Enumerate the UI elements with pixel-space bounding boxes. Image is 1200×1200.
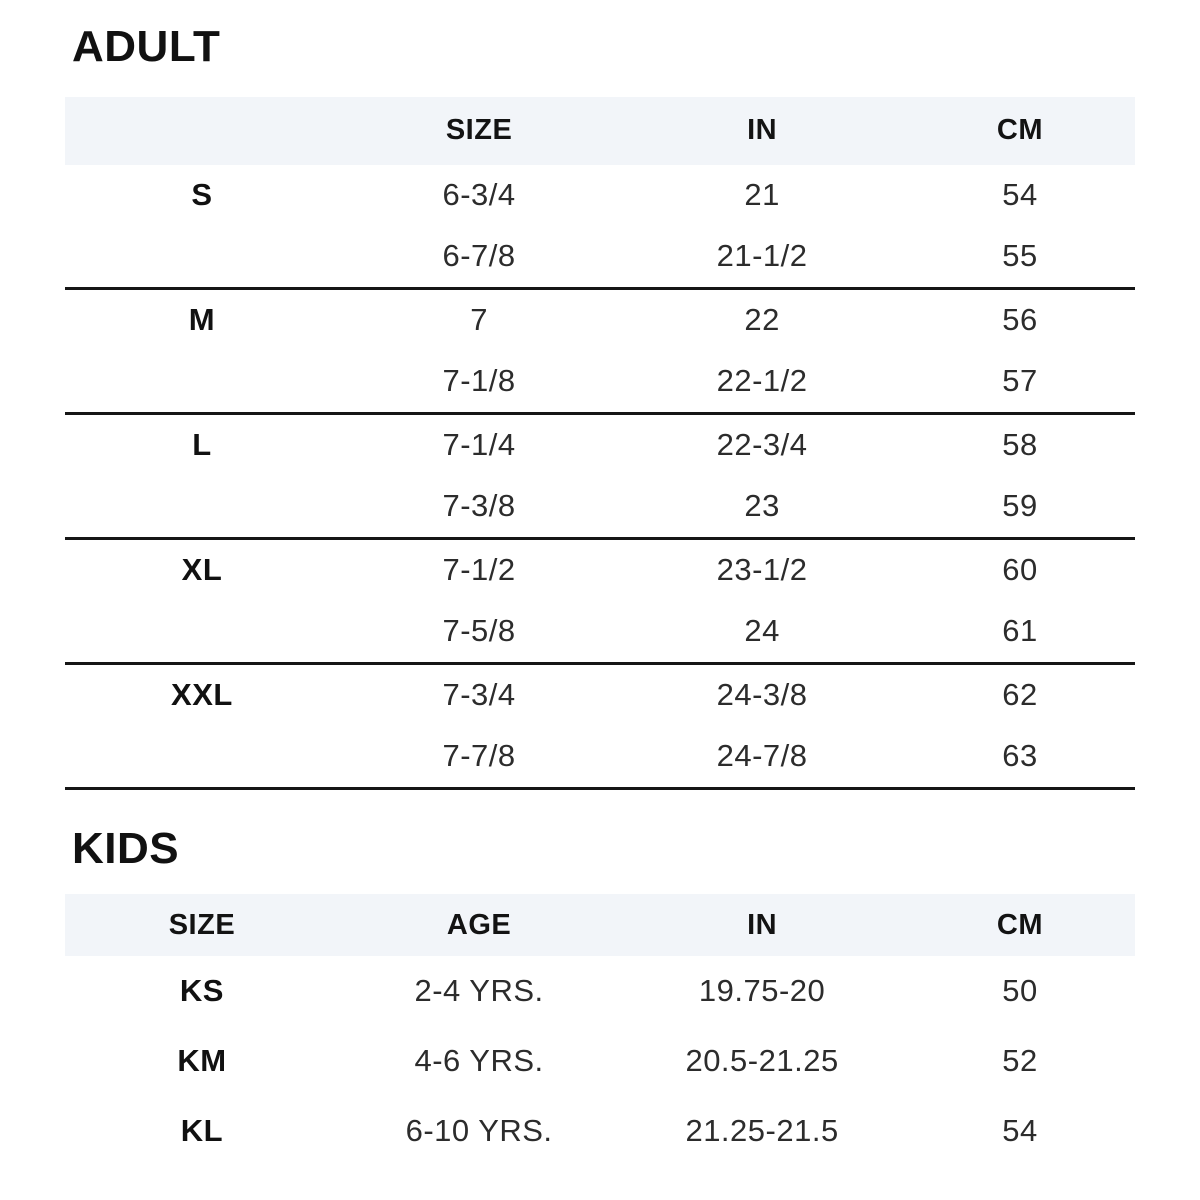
adult-size-table <box>65 97 1135 790</box>
row-label-cell <box>65 476 339 539</box>
value-cell: 22 <box>619 288 905 351</box>
value-cell: 7 <box>339 288 619 351</box>
row-label-cell: KM <box>177 1043 227 1079</box>
value-cell: 22-3/4 <box>619 413 905 476</box>
column-header: CM <box>905 97 1135 165</box>
table-row <box>65 726 1135 789</box>
value-cell: 7-3/8 <box>442 488 516 524</box>
value-cell: 24-3/8 <box>619 663 905 726</box>
value-cell: 6-7/8 <box>442 238 516 274</box>
row-label-cell <box>65 601 339 664</box>
value-cell: 54 <box>1002 177 1038 213</box>
row-label-cell <box>65 726 339 789</box>
kids-section-title: KIDS <box>72 823 180 873</box>
value-cell: 23-1/2 <box>619 538 905 601</box>
table-row <box>65 351 1135 414</box>
row-label-cell <box>65 351 339 414</box>
value-cell: 50 <box>1002 973 1038 1009</box>
value-cell: 20.5-21.25 <box>685 1043 839 1079</box>
value-cell: 58 <box>905 413 1135 476</box>
row-label-cell <box>65 226 339 289</box>
column-header: SIZE <box>65 894 339 956</box>
table-row <box>65 601 1135 664</box>
value-cell: 63 <box>905 726 1135 789</box>
table-row <box>65 288 1135 351</box>
kids-size-table <box>65 894 1135 1166</box>
value-cell: 54 <box>1002 1113 1038 1149</box>
value-cell: 55 <box>1002 238 1038 274</box>
value-cell: 56 <box>905 288 1135 351</box>
adult-section-title: ADULT <box>72 22 221 71</box>
column-header: IN <box>619 894 905 956</box>
value-cell: 21-1/2 <box>716 238 808 274</box>
value-cell: 60 <box>905 538 1135 601</box>
value-cell: 7-1/8 <box>442 363 516 399</box>
value-cell: 4-6 YRS. <box>414 1043 544 1079</box>
value-cell: 7-7/8 <box>339 726 619 789</box>
column-header: CM <box>905 894 1135 956</box>
value-cell: 23 <box>744 488 780 524</box>
value-cell: 57 <box>1002 363 1038 399</box>
column-header <box>65 97 339 165</box>
value-cell: 6-10 YRS. <box>405 1113 553 1149</box>
value-cell: 7-1/4 <box>339 413 619 476</box>
table-row <box>65 226 1135 289</box>
adult-section <box>65 22 1135 790</box>
value-cell: 2-4 YRS. <box>414 973 544 1009</box>
value-cell: 59 <box>1002 488 1038 524</box>
value-cell: 19.75-20 <box>698 973 826 1009</box>
value-cell: 24 <box>744 613 780 649</box>
value-cell: 21 <box>744 177 780 213</box>
header-row <box>65 97 1135 165</box>
table-row <box>65 663 1135 726</box>
value-cell: 7-5/8 <box>442 613 516 649</box>
row-label-cell: L <box>65 413 339 476</box>
row-label-cell: KS <box>179 973 224 1009</box>
table-row <box>65 1096 1135 1166</box>
value-cell: 7-1/2 <box>339 538 619 601</box>
row-label-cell: KL <box>180 1113 224 1149</box>
row-label-cell: S <box>191 177 213 213</box>
table-row <box>65 413 1135 476</box>
column-header: IN <box>619 97 905 165</box>
value-cell: 52 <box>1002 1043 1038 1079</box>
value-cell: 24-7/8 <box>619 726 905 789</box>
value-cell: 21.25-21.5 <box>685 1113 839 1149</box>
value-cell: 7-3/4 <box>339 663 619 726</box>
column-header: AGE <box>339 894 619 956</box>
column-header: SIZE <box>339 97 619 165</box>
table-row <box>65 538 1135 601</box>
value-cell: 62 <box>905 663 1135 726</box>
header-row <box>65 894 1135 956</box>
value-cell: 22-1/2 <box>716 363 808 399</box>
row-label-cell: XL <box>65 538 339 601</box>
table-row <box>65 165 1135 226</box>
kids-section <box>65 824 1135 1167</box>
value-cell: 6-3/4 <box>442 177 516 213</box>
value-cell: 61 <box>1002 613 1038 649</box>
table-row <box>65 956 1135 1026</box>
row-label-cell: XXL <box>65 663 339 726</box>
table-row <box>65 1026 1135 1096</box>
table-row <box>65 476 1135 539</box>
row-label-cell: M <box>65 288 339 351</box>
